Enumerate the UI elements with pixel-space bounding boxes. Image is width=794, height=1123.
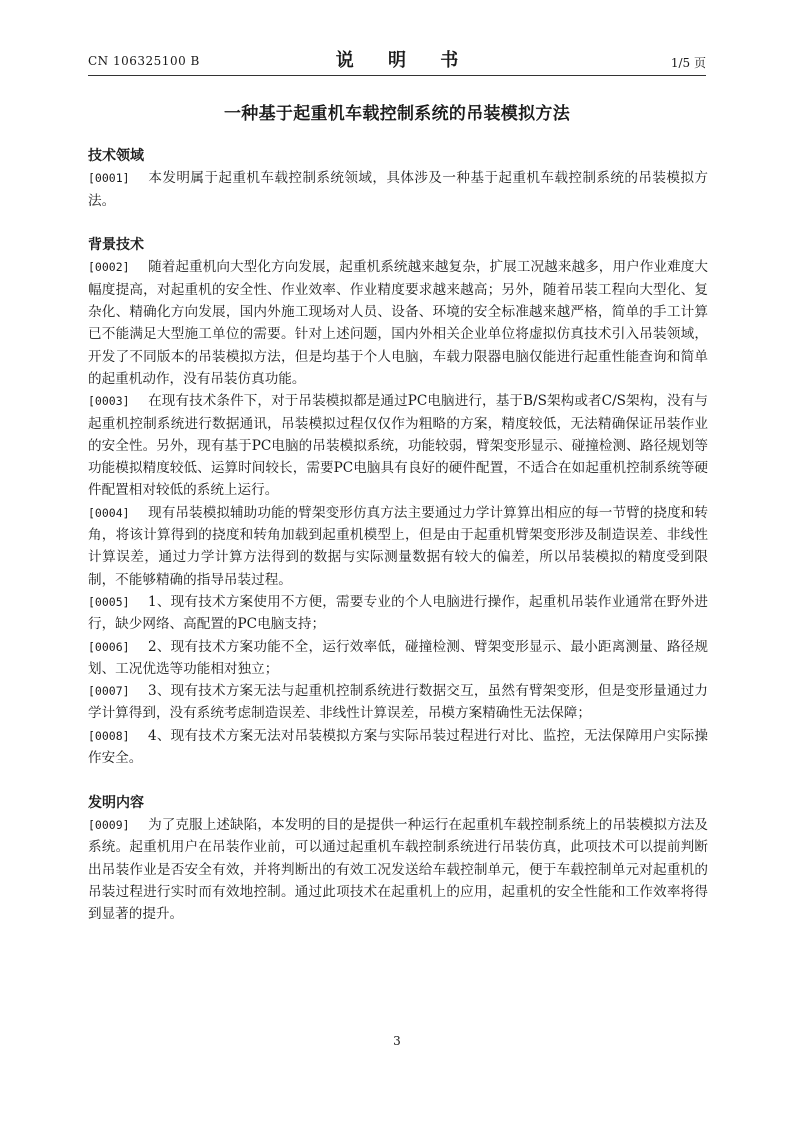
paragraph-text: 2、现有技术方案功能不全，运行效率低，碰撞检测、臂架变形显示、最小距离测量、路径规划、工况优选等功能相对独立；	[88, 638, 708, 677]
section-spacer	[88, 769, 708, 791]
page-header	[88, 46, 706, 72]
paragraph-number: [0007]	[88, 684, 130, 699]
section-spacer	[88, 212, 708, 234]
paragraph-text: 为了克服上述缺陷，本发明的目的是提供一种运行在起重机车载控制系统上的吊装模拟方法及系统。起重机用户在吊装作业前，可以通过起重机车载控制系统进行吊装仿真，此项技术可以提前判断出吊装作业是否安全有效，并将判断出的有效工况发送给车载控制单元，便于车载控制单元对起重机的吊装过程进行实时而有效地控制。通过此项技术在起重机上的应用，起重机的安全性能和工作效率将得到显著的提升。	[88, 816, 708, 923]
page-number: 3	[393, 1034, 401, 1048]
publication-number: CN 106325100 B	[88, 54, 200, 68]
paragraph-0007	[88, 680, 708, 725]
paragraph-text: 现有吊装模拟辅助功能的臂架变形仿真方法主要通过力学计算算出相应的每一节臂的挠度和转角，将该计算得到的挠度和转角加载到起重机模型上，但是由于起重机臂架变形涉及制造误差、非线性计算误差，通过力学计算方法得到的数据与实际测量数据有较大的偏差，所以吊装模拟的精度受到限制，不能够精确的指导吊装过程。	[88, 504, 708, 588]
paragraph-text: 1、现有技术方案使用不方便，需要专业的个人电脑进行操作，起重机吊装作业通常在野外进行，缺少网络、高配置的PC电脑支持；	[88, 593, 708, 633]
paragraph-text: 3、现有技术方案无法与起重机控制系统进行数据交互，虽然有臂架变形，但是变形量通过力学计算得到，没有系统考虑制造误差、非线性计算误差，吊模方案精确性无法保障；	[88, 683, 708, 722]
paragraph-text: 随着起重机向大型化方向发展，起重机系统越来越复杂，扩展工况越来越多，用户作业难度大幅度提高，对起重机的安全性、作业效率、作业精度要求越来越高；另外，随着吊装工程向大型化、复杂化、精确化方向发展，国内外施工现场对人员、设备、环境的安全标准越来越严格，简单的手工计算已不能满足大型施工单位的需要。针对上述问题，国内外相关企业单位将虚拟仿真技术引入吊装领域，开发了不同版本的吊装模拟方法，但是均基于个人电脑，车载力限器电脑仅能进行起重性能查询和简单的起重机动作，没有吊装仿真功能。	[88, 259, 708, 387]
paragraph-number: [0006]	[88, 639, 130, 654]
paragraph-text: 本发明属于起重机车载控制系统领域，具体涉及一种基于起重机车载控制系统的吊装模拟方法。	[88, 170, 708, 209]
paragraph-0006	[88, 636, 708, 681]
page-indicator: 1/5 页	[670, 56, 706, 70]
paragraph-number: [0005]	[88, 594, 130, 609]
paragraph-0009	[88, 814, 708, 925]
document-body	[88, 145, 708, 925]
header-rule	[88, 75, 706, 76]
paragraph-text: 4、现有技术方案无法对吊装模拟方案与实际吊装过程进行对比、监控，无法保障用户实际操作安全。	[88, 727, 708, 767]
paragraph-0002	[88, 256, 708, 390]
document-title: 一种基于起重机车载控制系统的吊装模拟方法	[224, 104, 570, 124]
paragraph-number: [0009]	[88, 817, 130, 832]
document-type: 说 明 书	[335, 50, 473, 71]
paragraph-text: 在现有技术条件下，对于吊装模拟都是通过PC电脑进行，基于B/S架构或者C/S架构，没有与起重机控制系统进行数据通讯，吊装模拟过程仅仅作为粗略的方案，精度较低，无法精确保证吊装作业的安全性。另外，现有基于PC电脑的吊装模拟系统，功能较弱，臂架变形显示、碰撞检测、路径规划等功能模拟精度较低、运算时间较长，需要PC电脑具有良好的硬件配置，不适合在如起重机控制系统等硬件配置相对较低的系统上运行。	[88, 393, 708, 499]
paragraph-number: [0003]	[88, 394, 130, 409]
paragraph-0005	[88, 591, 708, 636]
paragraph-number: [0002]	[88, 260, 130, 275]
paragraph-0004	[88, 502, 708, 591]
section-heading-tech-field: 技术领域	[88, 148, 144, 164]
paragraph-0003	[88, 390, 708, 501]
paragraph-0008	[88, 725, 708, 770]
paragraph-0001	[88, 167, 708, 212]
paragraph-number: [0001]	[88, 171, 130, 186]
paragraph-number: [0004]	[88, 505, 130, 520]
section-heading-summary: 发明内容	[88, 794, 144, 811]
section-heading-background: 背景技术	[88, 237, 144, 254]
paragraph-number: [0008]	[88, 728, 130, 743]
